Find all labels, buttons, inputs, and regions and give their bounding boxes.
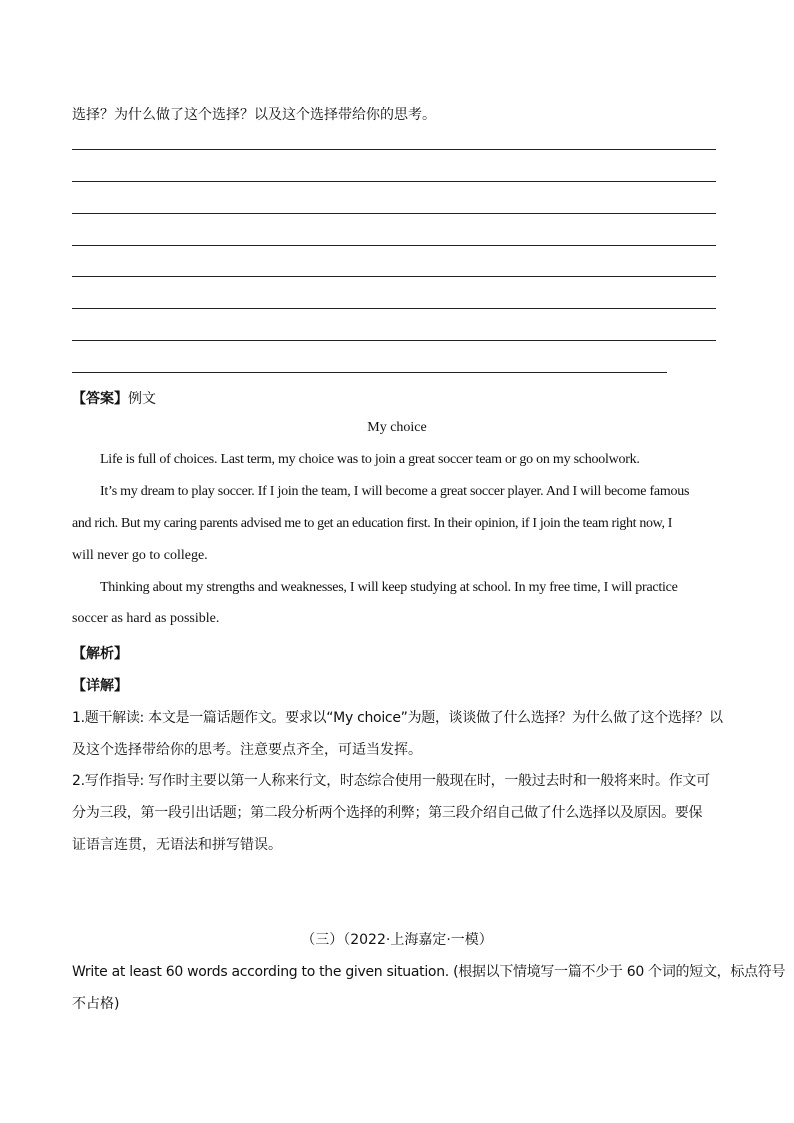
detail-label: 【详解】	[72, 678, 128, 694]
essay-paragraph-2-line-1: It’s my dream to play soccer. If I join the team, I will become a great soccer player. And I will become famous	[100, 484, 690, 499]
analysis-line-2: 及这个选择带给你的思考。注意要点齐全，可适当发挥。	[72, 742, 422, 758]
answer-line-3	[72, 213, 716, 214]
answer-line-7	[72, 340, 716, 341]
essay-title: My choice	[367, 420, 427, 435]
answer-label-row	[72, 388, 156, 408]
analysis-line-4: 分为三段，第一段引出话题；第二段分析两个选择的利弊；第三段介绍自己做了什么选择以及原因。要保	[72, 805, 703, 821]
answer-line-1	[72, 149, 716, 150]
answer-label: 【答案】	[72, 391, 128, 407]
essay-paragraph-3-line-1: Thinking about my strengths and weaknesses, I will keep studying at school. In my free time, I will practice	[100, 580, 678, 595]
essay-paragraph-2-line-2: and rich. But my caring parents advised me to get an education first. In their opinion, if I join the team right now, I	[72, 516, 673, 531]
essay-paragraph-1: Life is full of choices. Last term, my choice was to join a great soccer team or go on my schoolwork.	[100, 452, 640, 467]
question-prompt-line-2: 不占格)	[72, 996, 120, 1012]
essay-paragraph-3-line-2: soccer as hard as possible.	[72, 611, 220, 626]
intro-line: 选择？为什么做了这个选择？以及这个选择带给你的思考。	[72, 107, 436, 123]
answer-line-6	[72, 308, 716, 309]
answer-label-suffix: 例文	[128, 391, 156, 407]
question-prompt-line-1: Write at least 60 words according to the given situation. (根据以下情境写一篇不少于 60 个词的短文，标点符号	[72, 964, 786, 980]
answer-line-5	[72, 276, 716, 277]
question-heading: （三）（2022·上海嘉定·一模）	[301, 932, 493, 948]
answer-line-2	[72, 181, 716, 182]
answer-line-8	[72, 372, 667, 373]
analysis-line-5: 证语言连贯，无语法和拼写错误。	[72, 837, 282, 853]
analysis-line-1: 1.题干解读: 本文是一篇话题作文。要求以“My choice”为题，谈谈做了什么选择？为什么做了这个选择？以	[72, 710, 723, 726]
essay-paragraph-2-line-3: will never go to college.	[72, 548, 208, 563]
analysis-line-3: 2.写作指导: 写作时主要以第一人称来行文，时态综合使用一般现在时，一般过去时和一般将来时。作文可	[72, 773, 710, 789]
answer-line-4	[72, 245, 716, 246]
analysis-label: 【解析】	[72, 646, 128, 662]
